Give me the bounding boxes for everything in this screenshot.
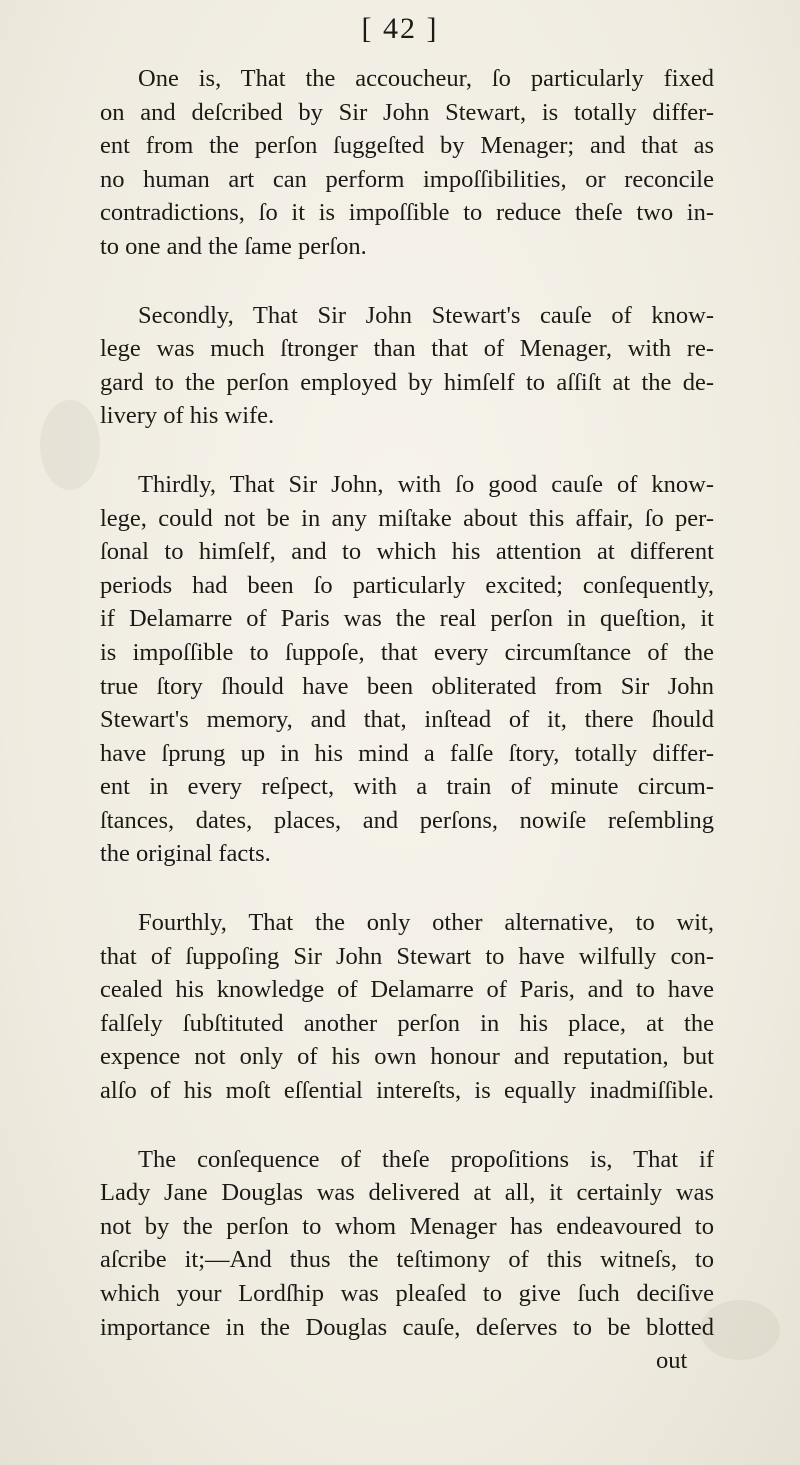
text-line: importance in the Douglas cauſe, deſerves to be blotted — [100, 1313, 714, 1341]
text-line: aſcribe it;—And thus the teſtimony of this witneſs, to — [100, 1246, 714, 1274]
text-line: lege, could not be in any miſtake about this affair, ſo per- — [100, 504, 714, 532]
text-line: cealed his knowledge of Delamarre of Paris, and to have — [100, 976, 714, 1004]
paragraph-1 — [100, 62, 714, 264]
text-line: livery of his wife. — [100, 402, 275, 430]
paragraph-2 — [100, 299, 714, 433]
text-line: the original facts. — [100, 840, 271, 868]
text-line: true ſtory ſhould have been obliterated from Sir John — [100, 672, 714, 700]
text-line: contradictions, ſo it is impoſſible to reduce theſe two in- — [100, 199, 714, 227]
paper-stain — [40, 400, 100, 490]
text-line: ent from the perſon ſuggeſted by Menager; and that as — [100, 132, 714, 160]
text-line: to one and the ſame perſon. — [100, 232, 367, 260]
text-line: ent in every reſpect, with a train of minute circum- — [100, 773, 714, 801]
body-text — [100, 62, 714, 1379]
text-line: ſtances, dates, places, and perſons, nowiſe reſembling — [100, 806, 714, 834]
page-number-header: [ 42 ] — [361, 12, 439, 45]
text-line: gard to the perſon employed by himſelf to aſſiſt at the de- — [100, 368, 714, 396]
text-line: periods had been ſo particularly excited; conſequently, — [100, 571, 714, 599]
text-line: on and deſcribed by Sir John Stewart, is totally differ- — [100, 98, 714, 126]
text-line: which your Lordſhip was pleaſed to give ſuch deciſive — [100, 1280, 714, 1307]
text-line: have ſprung up in his mind a falſe ſtory, totally differ- — [100, 739, 714, 767]
catchword: out — [656, 1347, 688, 1374]
paragraph-5 — [100, 1143, 714, 1345]
text-line: Secondly, That Sir John Stewart's cauſe of know- — [138, 301, 714, 329]
text-line: Lady Jane Douglas was delivered at all, it certainly was — [100, 1179, 714, 1207]
text-line: Thirdly, That Sir John, with ſo good cauſe of know- — [138, 470, 714, 498]
text-line: is impoſſible to ſuppoſe, that every circumſtance of the — [100, 638, 714, 666]
paragraph-3 — [100, 468, 714, 871]
text-line: alſo of his moſt eſſential intereſts, is equally inadmiſſible. — [100, 1077, 714, 1105]
text-line: that of ſuppoſing Sir John Stewart to have wilfully con- — [100, 942, 714, 970]
text-line: One is, That the accoucheur, ſo particularly fixed — [138, 65, 714, 92]
text-line: The conſequence of theſe propoſitions is, That if — [138, 1145, 714, 1173]
text-line: expence not only of his own honour and reputation, but — [100, 1043, 714, 1071]
paragraph-4 — [100, 906, 714, 1108]
text-line: falſely ſubſtituted another perſon in his place, at the — [100, 1009, 714, 1037]
text-line: lege was much ſtronger than that of Menager, with re- — [100, 335, 714, 363]
text-line: ſonal to himſelf, and to which his attention at different — [100, 538, 714, 566]
text-line: if Delamarre of Paris was the real perſon in queſtion, it — [100, 605, 714, 633]
text-line: not by the perſon to whom Menager has endeavoured to — [100, 1212, 714, 1240]
text-line: Fourthly, That the only other alternative, to wit, — [138, 909, 714, 937]
text-line: Stewart's memory, and that, inſtead of it, there ſhould — [100, 706, 714, 734]
text-line: no human art can perform impoſſibilities, or reconcile — [100, 165, 714, 193]
